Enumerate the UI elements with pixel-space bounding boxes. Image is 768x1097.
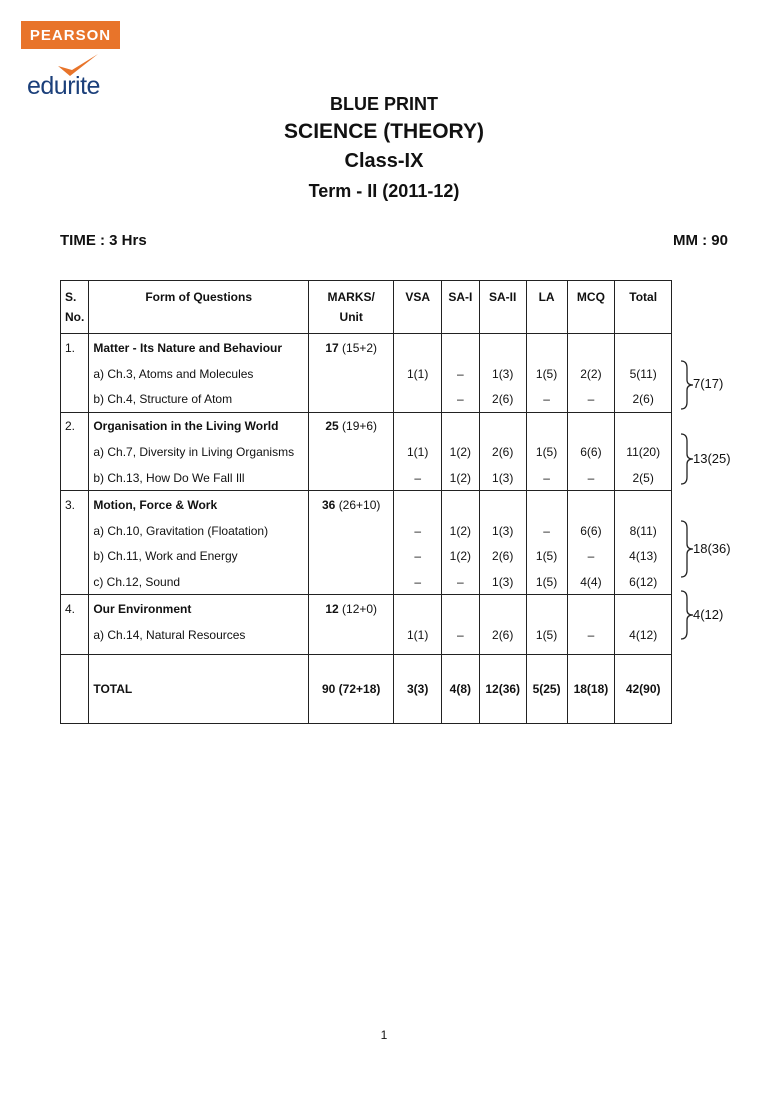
table-cell: 1(2) xyxy=(441,465,479,491)
table-cell xyxy=(526,334,567,362)
table-cell: 1(3) xyxy=(479,569,526,595)
table-cell xyxy=(615,334,672,362)
table-cell xyxy=(394,334,442,362)
blueprint-table xyxy=(60,280,672,724)
table-cell: 1(1) xyxy=(394,622,442,648)
table-cell xyxy=(309,387,394,413)
table-row xyxy=(61,334,672,362)
table-cell xyxy=(441,334,479,362)
table-cell xyxy=(526,491,567,519)
pearson-logo-text: PEARSON xyxy=(29,26,112,44)
table-cell xyxy=(394,595,442,623)
table-cell: 4(4) xyxy=(567,569,615,595)
col-sno: S. No. xyxy=(61,281,89,334)
table-cell: 11(20) xyxy=(615,440,672,466)
table-cell xyxy=(441,595,479,623)
table-cell: 1(5) xyxy=(526,440,567,466)
table-cell xyxy=(309,440,394,466)
col-la: LA xyxy=(526,281,567,334)
table-cell: – xyxy=(394,544,442,570)
table-cell: c) Ch.12, Sound xyxy=(89,569,309,595)
table-cell: b) Ch.13, How Do We Fall Ill xyxy=(89,465,309,491)
table-row xyxy=(61,440,672,466)
doc-title-blue-print: BLUE PRINT xyxy=(330,94,438,114)
col-sa2: SA-II xyxy=(479,281,526,334)
table-cell: – xyxy=(567,387,615,413)
section-title: Our Environment xyxy=(89,595,309,623)
table-cell xyxy=(479,334,526,362)
table-cell xyxy=(567,412,615,440)
section-title: Matter - Its Nature and Behaviour xyxy=(89,334,309,362)
section-marks: 17 (15+2) xyxy=(309,334,394,362)
section-marks: 12 (12+0) xyxy=(309,595,394,623)
table-cell: – xyxy=(526,465,567,491)
table-row xyxy=(61,465,672,491)
section-marks: 25 (19+6) xyxy=(309,412,394,440)
max-marks: MM : 90 xyxy=(672,232,728,249)
table-cell xyxy=(61,361,89,387)
table-cell: 1(2) xyxy=(441,544,479,570)
table-row xyxy=(61,518,672,544)
group-total-2: 13(25) xyxy=(693,451,731,466)
table-cell xyxy=(615,595,672,623)
table-cell: 18(18) xyxy=(567,654,615,723)
table-cell xyxy=(309,569,394,595)
exam-time: TIME : 3 Hrs xyxy=(60,232,147,249)
table-row xyxy=(61,544,672,570)
table-cell: 12(36) xyxy=(479,654,526,723)
table-cell xyxy=(61,622,89,648)
table-cell: 2(2) xyxy=(567,361,615,387)
table-cell: 4(8) xyxy=(441,654,479,723)
total-marks: 90 (72+18) xyxy=(309,654,394,723)
table-cell xyxy=(394,491,442,519)
table-cell xyxy=(61,654,89,723)
table-cell xyxy=(61,387,89,413)
table-cell xyxy=(61,465,89,491)
table-cell: 5(25) xyxy=(526,654,567,723)
table-cell: a) Ch.7, Diversity in Living Organisms xyxy=(89,440,309,466)
doc-title-subject: SCIENCE (THEORY) xyxy=(284,120,484,143)
table-cell: 4(13) xyxy=(615,544,672,570)
col-sa1: SA-I xyxy=(441,281,479,334)
table-cell: – xyxy=(441,622,479,648)
table-cell: 2(6) xyxy=(479,544,526,570)
table-header-row xyxy=(61,281,672,334)
table-cell: – xyxy=(567,465,615,491)
table-cell xyxy=(567,334,615,362)
table-cell xyxy=(309,361,394,387)
table-cell xyxy=(309,544,394,570)
table-cell xyxy=(61,440,89,466)
table-row xyxy=(61,595,672,623)
table-cell: 2(6) xyxy=(479,387,526,413)
col-vsa: VSA xyxy=(394,281,442,334)
table-cell xyxy=(615,412,672,440)
table-cell: 5(11) xyxy=(615,361,672,387)
page-number: 1 xyxy=(380,1028,388,1042)
col-total: Total xyxy=(615,281,672,334)
section-sno: 1. xyxy=(61,334,89,362)
table-cell xyxy=(615,491,672,519)
table-cell: – xyxy=(394,518,442,544)
table-cell xyxy=(526,595,567,623)
table-cell: 1(5) xyxy=(526,569,567,595)
table-row xyxy=(61,387,672,413)
table-cell xyxy=(479,595,526,623)
col-form: Form of Questions xyxy=(89,281,309,334)
table-cell xyxy=(526,412,567,440)
table-cell xyxy=(567,595,615,623)
table-cell xyxy=(394,387,442,413)
col-mcq: MCQ xyxy=(567,281,615,334)
section-sno: 3. xyxy=(61,491,89,519)
col-marks: MARKS/ Unit xyxy=(309,281,394,334)
table-cell: 42(90) xyxy=(615,654,672,723)
table-cell: a) Ch.14, Natural Resources xyxy=(89,622,309,648)
doc-title-term: Term - II (2011-12) xyxy=(308,181,460,201)
table-cell: 1(3) xyxy=(479,518,526,544)
table-cell: – xyxy=(394,465,442,491)
edurite-logo: edurite xyxy=(27,72,100,100)
group-total-4: 4(12) xyxy=(693,607,724,622)
table-cell: 2(6) xyxy=(615,387,672,413)
table-cell: 8(11) xyxy=(615,518,672,544)
table-cell: a) Ch.3, Atoms and Molecules xyxy=(89,361,309,387)
section-marks: 36 (26+10) xyxy=(309,491,394,519)
table-cell: 1(5) xyxy=(526,361,567,387)
table-cell: – xyxy=(394,569,442,595)
table-cell xyxy=(479,412,526,440)
table-cell: 3(3) xyxy=(394,654,442,723)
table-cell: 2(5) xyxy=(615,465,672,491)
doc-title-class: Class-IX xyxy=(344,150,424,172)
pearson-logo xyxy=(21,21,120,49)
table-cell: – xyxy=(441,387,479,413)
table-cell: – xyxy=(567,544,615,570)
table-cell xyxy=(441,491,479,519)
table-cell: 6(6) xyxy=(567,440,615,466)
table-row xyxy=(61,569,672,595)
table-cell: 1(5) xyxy=(526,544,567,570)
table-cell xyxy=(309,518,394,544)
table-cell xyxy=(394,412,442,440)
table-cell: 6(6) xyxy=(567,518,615,544)
table-cell: b) Ch.11, Work and Energy xyxy=(89,544,309,570)
section-title: Organisation in the Living World xyxy=(89,412,309,440)
table-cell: 1(1) xyxy=(394,440,442,466)
table-cell: b) Ch.4, Structure of Atom xyxy=(89,387,309,413)
table-cell: 1(5) xyxy=(526,622,567,648)
table-cell xyxy=(61,569,89,595)
table-cell: 1(3) xyxy=(479,465,526,491)
table-row xyxy=(61,622,672,648)
table-cell xyxy=(61,544,89,570)
table-cell: 2(6) xyxy=(479,622,526,648)
table-cell xyxy=(567,491,615,519)
table-cell: 6(12) xyxy=(615,569,672,595)
table-cell: 2(6) xyxy=(479,440,526,466)
table-cell: – xyxy=(441,569,479,595)
table-cell: – xyxy=(567,622,615,648)
table-cell xyxy=(309,622,394,648)
table-cell: a) Ch.10, Gravitation (Floatation) xyxy=(89,518,309,544)
table-cell: 1(2) xyxy=(441,518,479,544)
table-cell xyxy=(61,518,89,544)
table-cell: 1(1) xyxy=(394,361,442,387)
section-sno: 4. xyxy=(61,595,89,623)
table-cell xyxy=(479,491,526,519)
table-cell xyxy=(441,412,479,440)
group-total-3: 18(36) xyxy=(693,541,731,556)
table-cell: 4(12) xyxy=(615,622,672,648)
table-cell: – xyxy=(526,518,567,544)
section-sno: 2. xyxy=(61,412,89,440)
table-cell xyxy=(309,465,394,491)
total-row xyxy=(61,654,672,723)
section-title: Motion, Force & Work xyxy=(89,491,309,519)
table-cell: – xyxy=(526,387,567,413)
table-row xyxy=(61,361,672,387)
table-cell: 1(3) xyxy=(479,361,526,387)
total-label: TOTAL xyxy=(89,654,309,723)
table-row xyxy=(61,491,672,519)
group-total-1: 7(17) xyxy=(693,376,724,391)
table-row xyxy=(61,412,672,440)
table-cell: – xyxy=(441,361,479,387)
table-cell: 1(2) xyxy=(441,440,479,466)
